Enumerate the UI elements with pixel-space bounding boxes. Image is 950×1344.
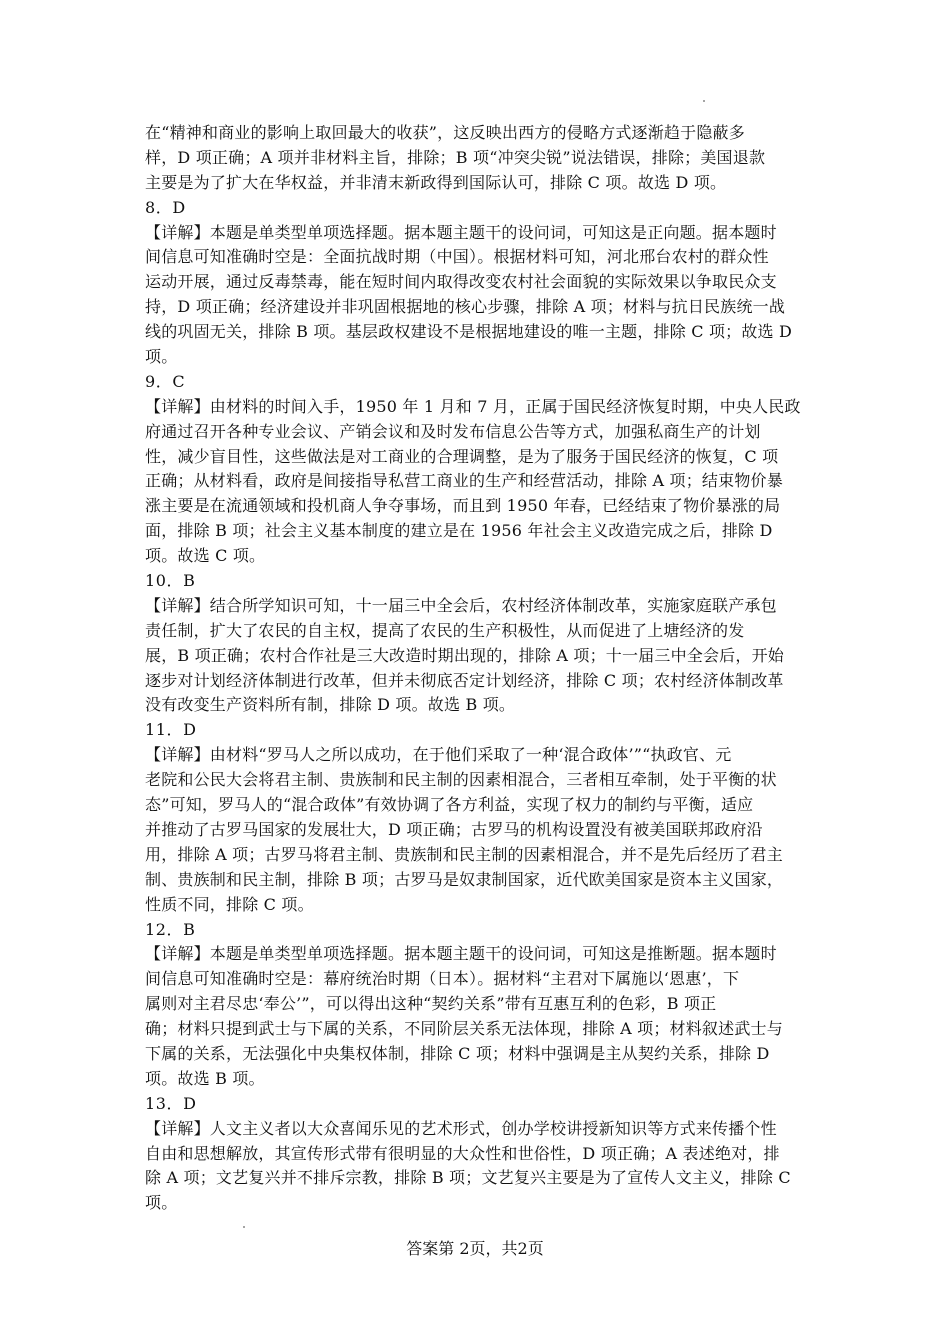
text-line: 用，排除 A 项；古罗马将君主制、贵族制和民主制的因素相混合，并不是先后经历了君主 [145,844,783,864]
answer-number: 9．C [145,371,186,391]
scan-dot-top [703,100,705,102]
text-line: 【详解】本题是单类型单项选择题。据本题主题干的设问词，可知这是推断题。据本题时 [145,944,777,964]
text-line: 【详解】人文主义者以大众喜闻乐见的艺术形式，创办学校讲授新知识等方式来传播个性 [145,1118,777,1138]
text-line: 线的巩固无关，排除 B 项。基层政权建设不是根据地建设的唯一主题，排除 C 项；故选 D [145,322,793,342]
text-line: 在“精神和商业的影响上取回最大的收获”，这反映出西方的侵略方式逐渐趋于隐蔽多 [145,123,745,142]
text-line: 【详解】由材料的时间入手，1950 年 1 月和 7 月，正属于国民经济恢复时期，中央人民政 [145,396,801,416]
text-line: 面，排除 B 项；社会主义基本制度的建立是在 1956 年社会主义改造完成之后，排除 D [145,521,773,541]
text-line: 样，D 项正确；A 项并非材料主旨，排除；B 项“冲突尖锐”说法错误，排除；美国退款 [145,147,766,167]
text-line: 运动开展，通过反毒禁毒，能在短时间内取得改变农村社会面貌的实际效果以争取民众支 [145,272,777,292]
scan-dot-bottom [243,1226,245,1228]
text-line: 态”可知，罗马人的“混合政体”有效协调了各方利益，实现了权力的制约与平衡，适应 [145,795,754,815]
text-line: 并推动了古罗马国家的发展壮大，D 项正确；古罗马的机构设置没有被美国联邦政府沿 [145,819,763,839]
text-line: 项。 [145,1193,178,1213]
text-line: 【详解】本题是单类型单项选择题。据本题主题干的设问词，可知这是正向题。据本题时 [145,222,777,242]
text-line: 老院和公民大会将君主制、贵族制和民主制的因素相混合，三者相互牵制，处于平衡的状 [145,770,777,790]
text-line: 性，减少盲目性，这些做法是对工商业的合理调整，是为了服务于国民经济的恢复，C 项 [145,446,779,466]
text-line: 性质不同，排除 C 项。 [145,894,314,914]
text-line: 确；材料只提到武士与下属的关系，不同阶层关系无法体现，排除 A 项；材料叙述武士与 [145,1019,783,1039]
text-line: 项。故选 B 项。 [145,1068,265,1088]
text-line: 没有改变生产资料所有制，排除 D 项。故选 B 项。 [145,695,516,715]
text-line: 【详解】由材料“罗马人之所以成功，在于他们采取了一种‘混合政体’”“执政官、元 [145,745,732,765]
text-line: 涨主要是在流通领域和投机商人争夺事场，而且到 1950 年春，已经结束了物价暴涨的局 [145,496,781,516]
text-line: 主要是为了扩大在华权益，并非清末新政得到国际认可，排除 C 项。故选 D 项。 [145,172,727,192]
text-line: 间信息可知准确时空是：全面抗战时期（中国）。根据材料可知，河北邢台农村的群众性 [145,247,769,267]
text-line: 逐步对计划经济体制进行改革，但并未彻底否定计划经济，排除 C 项；农村经济体制改革 [145,670,784,690]
answer-number: 13．D [145,1093,197,1113]
text-line: 府通过召开各种专业会议、产销会议和及时发布信息公告等方式，加强私商生产的计划 [145,421,761,441]
text-line: 间信息可知准确时空是：幕府统治时期（日本）。据材料“主君对下属施以‘恩惠’，下 [145,969,740,989]
text-line: 制、贵族制和民主制，排除 B 项；古罗马是奴隶制国家，近代欧美国家是资本主义国家， [145,869,784,889]
text-line: 自由和思想解放，其宣传形式带有很明显的大众性和世俗性，D 项正确；A 表述绝对，排 [145,1143,780,1163]
text-line: 展，B 项正确；农村合作社是三大改造时期出现的，排除 A 项；十一届三中全会后，开始 [145,645,784,665]
answer-number: 11．D [145,720,197,740]
page-footer: 答案第 2页，共2页 [406,1239,544,1258]
answer-text-body [145,121,810,1216]
answer-number: 12．B [145,919,196,939]
answer-number: 10．B [145,571,196,591]
text-line: 持，D 项正确；经济建设并非巩固根据地的核心步骤，排除 A 项；材料与抗日民族统一战 [145,297,786,317]
answer-number: 8．D [145,197,186,217]
text-line: 除 A 项；文艺复兴并不排斥宗教，排除 B 项；文艺复兴主要是为了宣传人文主义，排除 C [145,1168,791,1188]
text-line: 属则对主君尽忠‘奉公’”，可以得出这种“契约关系”带有互惠互利的色彩，B 项正 [145,994,717,1014]
text-line: 项。故选 C 项。 [145,546,266,566]
text-line: 正确；从材料看，政府是间接指导私营工商业的生产和经营活动，排除 A 项；结束物价暴 [145,471,783,491]
text-line: 下属的关系，无法强化中央集权体制，排除 C 项；材料中强调是主从契约关系，排除 D [145,1043,770,1063]
text-line: 【详解】结合所学知识可知，十一届三中全会后，农村经济体制改革，实施家庭联产承包 [145,595,777,615]
text-line: 项。 [145,347,178,367]
text-line: 责任制，扩大了农民的自主权，提高了农民的生产积极性，从而促进了上塘经济的发 [145,620,745,640]
